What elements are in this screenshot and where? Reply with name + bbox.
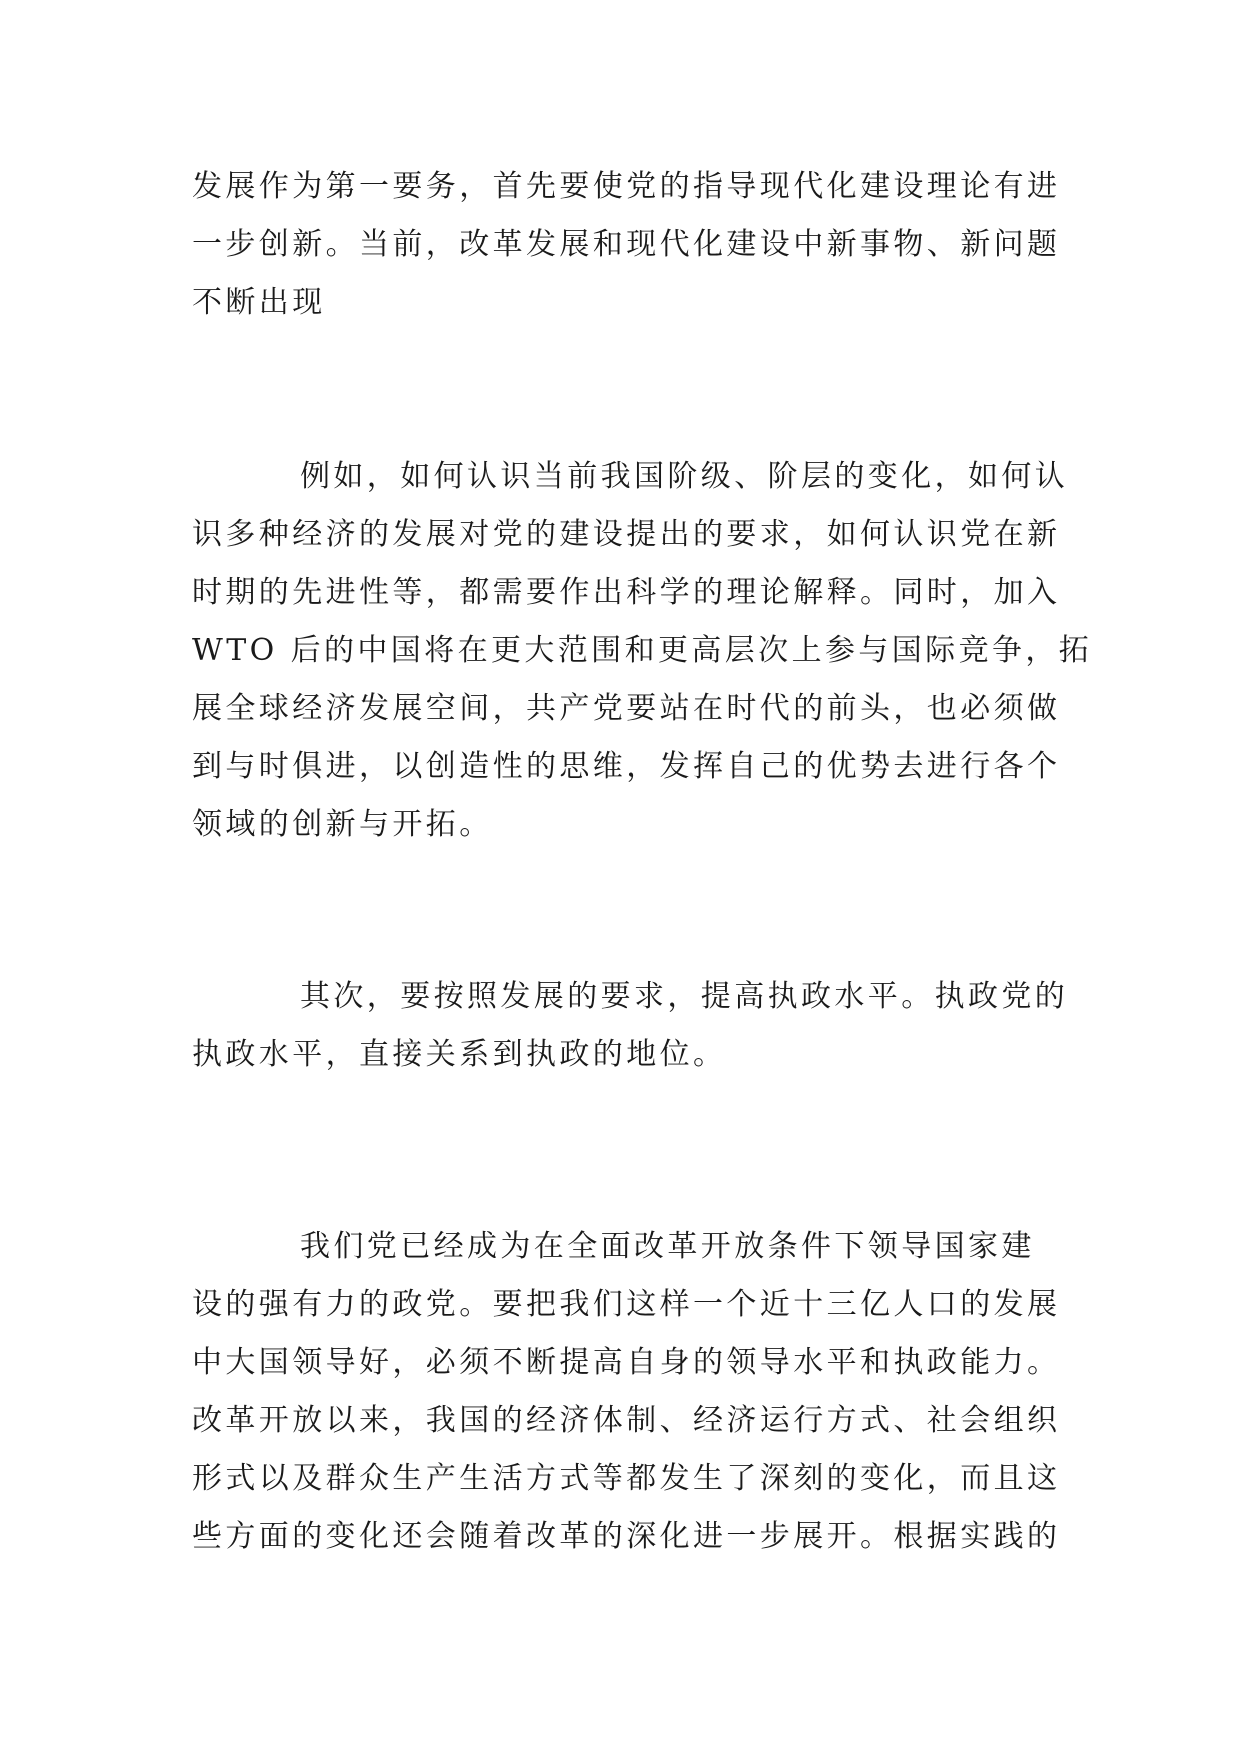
text-line: 时期的先进性等，都需要作出科学的理论解释。同时，加入	[192, 575, 1061, 610]
text-line: 其次，要按照发展的要求，提高执政水平。执政党的	[300, 979, 1069, 1014]
text-line: 改革开放以来，我国的经济体制、经济运行方式、社会组织	[192, 1403, 1061, 1438]
text-line: 设的强有力的政党。要把我们这样一个近十三亿人口的发展	[192, 1287, 1061, 1322]
text-line: 到与时俱进，以创造性的思维，发挥自己的优势去进行各个	[192, 749, 1061, 784]
text-line: 形式以及群众生产生活方式等都发生了深刻的变化，而且这	[192, 1461, 1061, 1496]
text-line: 领域的创新与开拓。	[192, 807, 493, 842]
text-line: 发展作为第一要务，首先要使党的指导现代化建设理论有进	[192, 169, 1061, 204]
text-line: 例如，如何认识当前我国阶级、阶层的变化，如何认	[300, 459, 1069, 494]
text-line: 我们党已经成为在全面改革开放条件下领导国家建	[300, 1229, 1035, 1264]
text-line: 执政水平，直接关系到执政的地位。	[192, 1037, 727, 1072]
paragraph	[192, 1218, 1061, 1566]
text-line: 识多种经济的发展对党的建设提出的要求，如何认识党在新	[192, 517, 1061, 552]
text-line: 中大国领导好，必须不断提高自身的领导水平和执政能力。	[192, 1345, 1061, 1380]
paragraph	[192, 448, 1093, 854]
text-line: 些方面的变化还会随着改革的深化进一步展开。根据实践的	[192, 1519, 1061, 1554]
text-line: WTO 后的中国将在更大范围和更高层次上参与国际竞争，拓	[192, 633, 1093, 668]
text-line: 不断出现	[192, 285, 326, 320]
text-line: 展全球经济发展空间，共产党要站在时代的前头，也必须做	[192, 691, 1061, 726]
paragraph	[192, 968, 1069, 1084]
text-line: 一步创新。当前，改革发展和现代化建设中新事物、新问题	[192, 227, 1061, 262]
paragraph	[192, 158, 1061, 332]
